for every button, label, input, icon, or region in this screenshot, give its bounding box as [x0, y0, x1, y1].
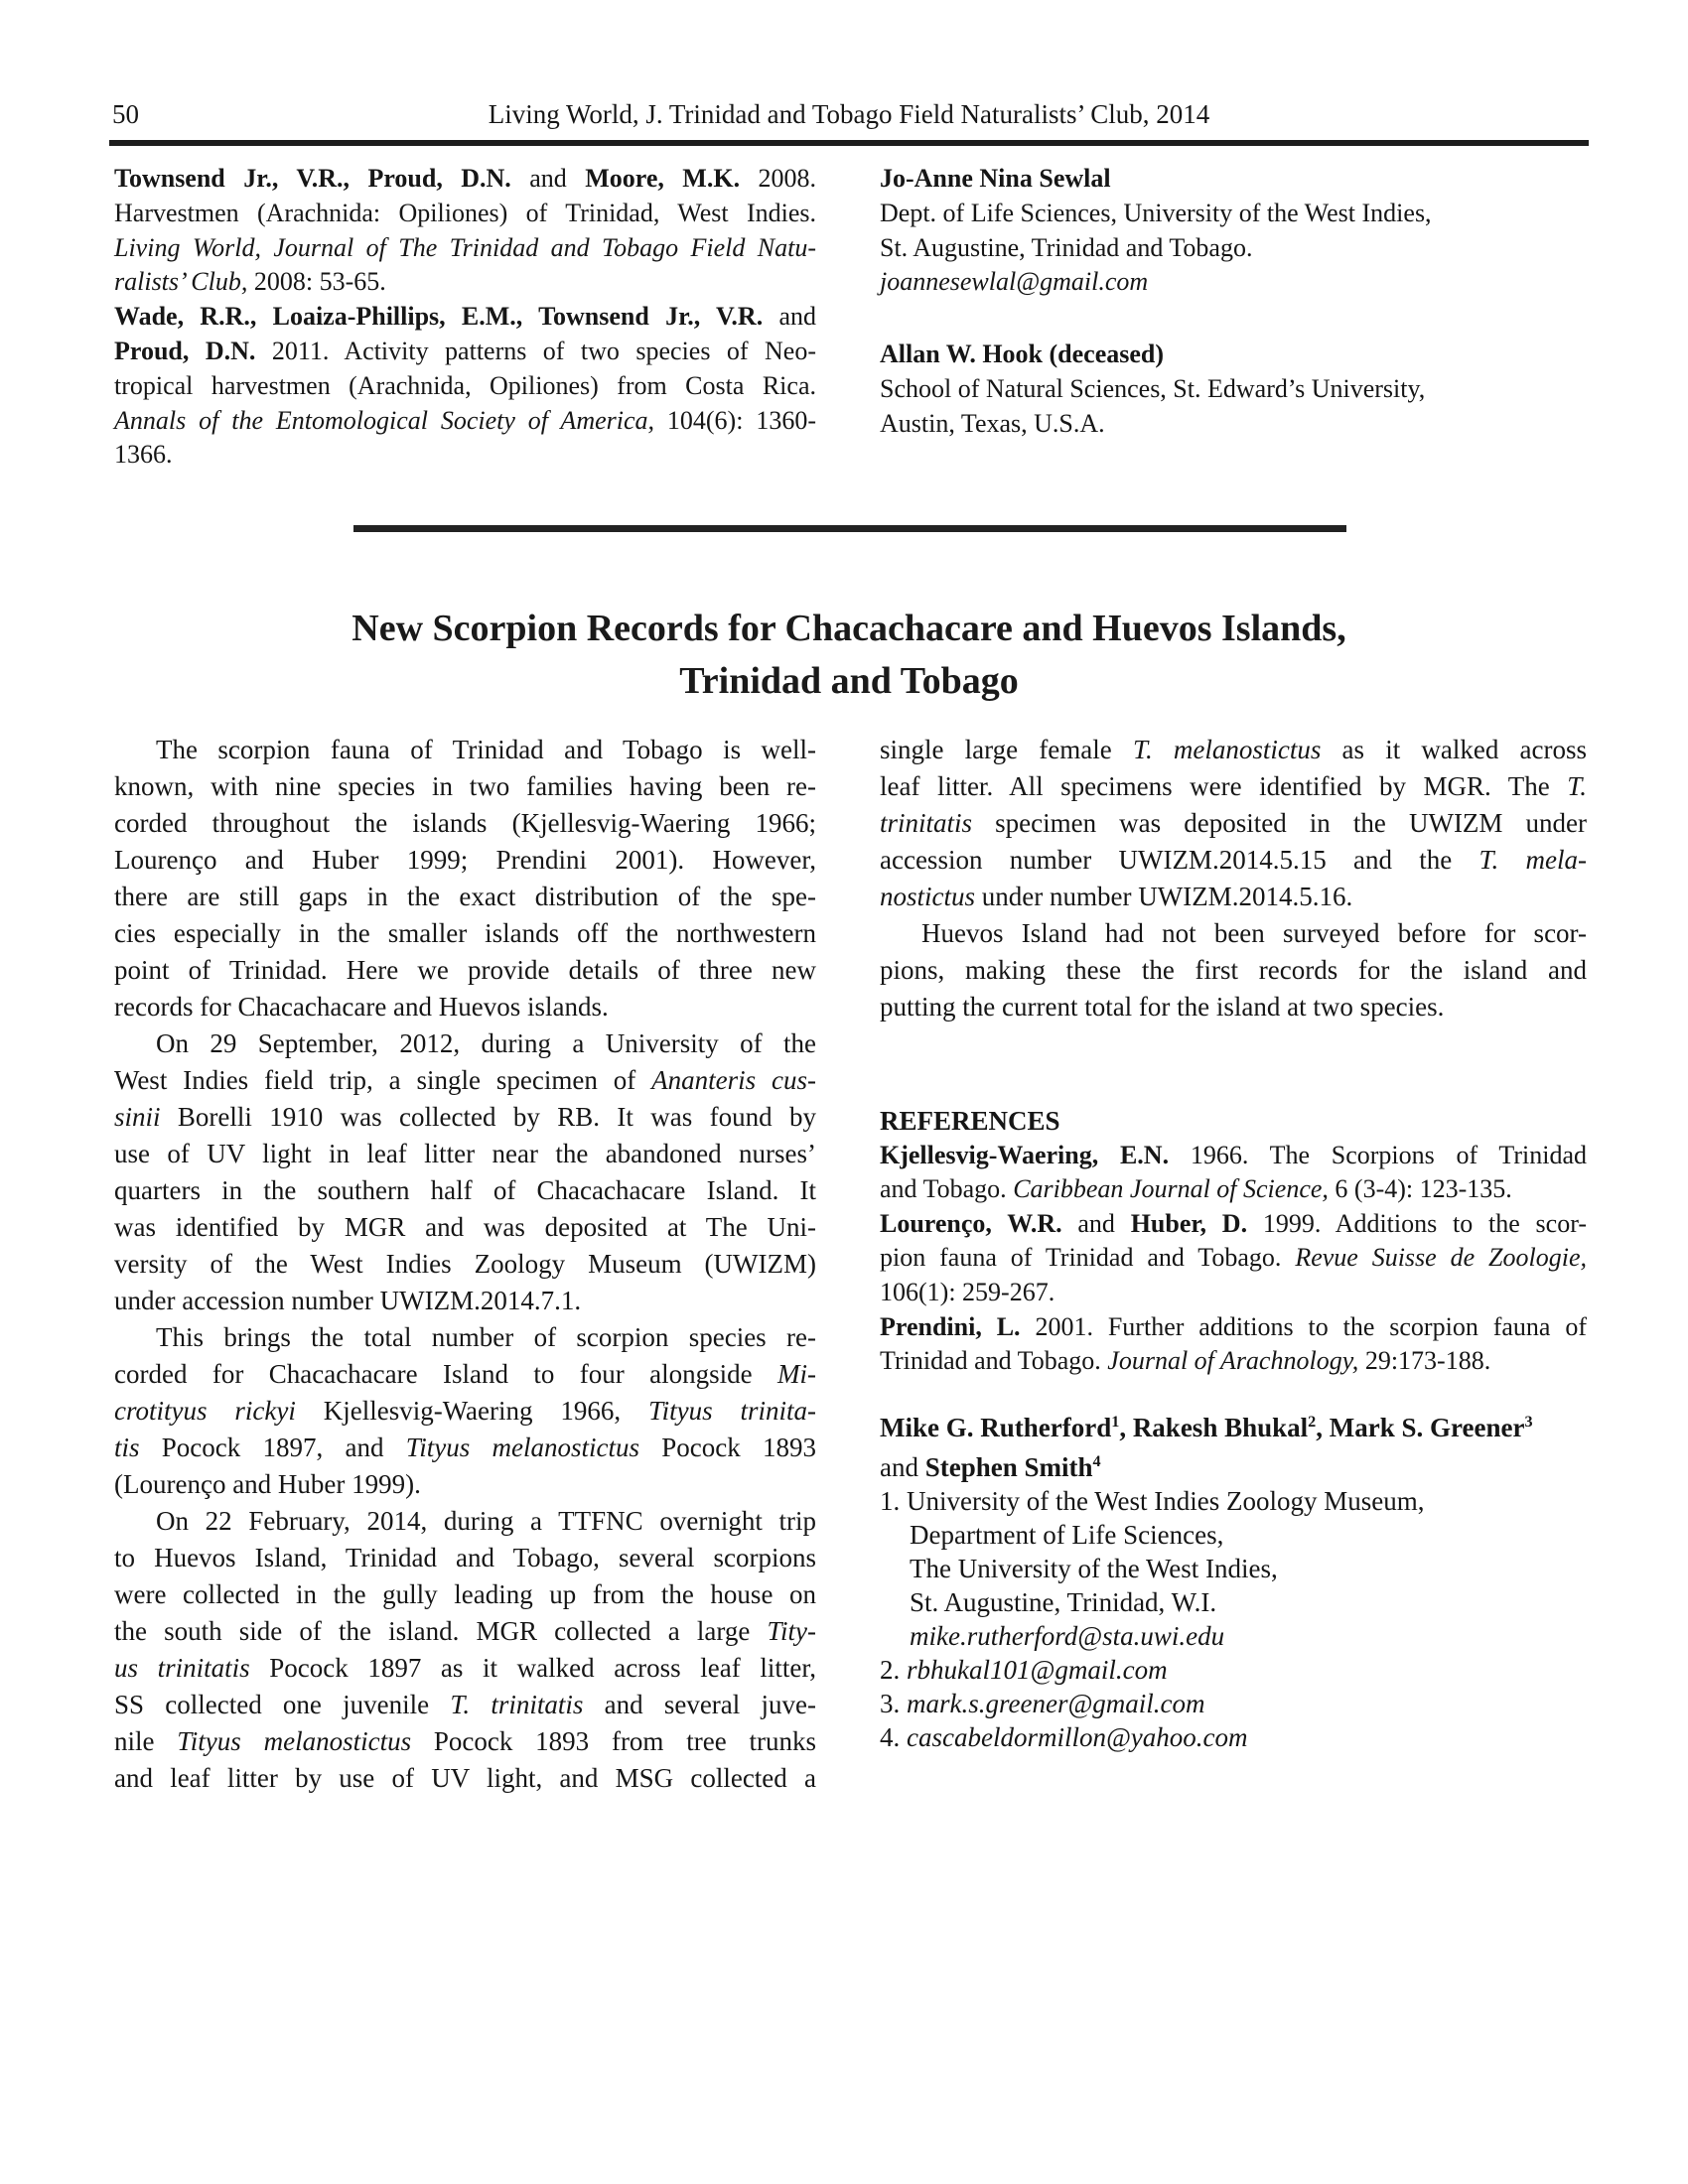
text-segment: Huber, D. [1130, 1208, 1248, 1238]
text-segment: Wade, R.R., Loaiza-Phillips, E.M., Townsend Jr., V.R. [114, 302, 764, 332]
text-segment: tis [114, 1433, 140, 1462]
text-line [880, 1405, 1587, 1444]
text-line [880, 1619, 1587, 1653]
text-segment: 4. [880, 1721, 907, 1752]
text-segment: (Lourenço and Huber 1999). [114, 1469, 421, 1499]
text-line [114, 1025, 816, 1062]
text-line [880, 1241, 1587, 1276]
text-line [114, 842, 816, 879]
text-segment: mike.rutherford@sta.uwi.edu [910, 1620, 1225, 1651]
text-segment: School of Natural Sciences, St. Edward’s University, [880, 373, 1426, 403]
text-segment: Mi- [777, 1359, 816, 1389]
text-segment: were collected in the gully leading up from the house on [114, 1579, 816, 1609]
text-segment: Stephen Smith [924, 1451, 1093, 1482]
text-line [114, 1650, 816, 1687]
text-line [880, 197, 1587, 231]
text-segment: Department of Life Sciences, [910, 1519, 1224, 1550]
text-segment: Moore, M.K. [585, 164, 741, 193]
text-line [880, 1276, 1587, 1310]
text-line [880, 915, 1587, 952]
text-line [114, 1723, 816, 1760]
text-line [114, 989, 816, 1025]
author-superscript: 3 [1524, 1412, 1533, 1431]
text-line [880, 300, 1587, 338]
text-segment: , Rakesh Bhukal [1119, 1412, 1309, 1442]
text-segment: On 29 September, 2012, during a University of the [156, 1028, 816, 1058]
text-segment: records for Chacachacare and Huevos islands. [114, 992, 609, 1022]
header-rule [109, 140, 1589, 146]
text-segment: tropical harvestmen (Arachnida, Opiliones) from Costa Rica. [114, 370, 816, 400]
text-segment: there are still gaps in the exact distribution of the spe- [114, 882, 816, 911]
text-segment: , Mark S. Greener [1316, 1412, 1525, 1442]
text-segment: Living World, Journal of The Trinidad and Tobago Field Natu- [114, 232, 816, 262]
text-line [880, 1653, 1587, 1687]
text-segment: versity of the West Indies Zoology Museum (UWIZM) [114, 1249, 816, 1279]
text-line [880, 1444, 1587, 1484]
text-line [114, 300, 816, 335]
text-line [114, 768, 816, 805]
text-segment: Prendini, L. [880, 1311, 1021, 1341]
text-segment: Ananteris cus- [651, 1065, 816, 1095]
article-right-paragraphs [880, 732, 1587, 1025]
text-segment: and several juve- [583, 1690, 816, 1719]
text-segment: was identified by MGR and was deposited at The Uni- [114, 1212, 816, 1242]
text-segment: Tityus melanostictus [177, 1726, 412, 1756]
text-segment: T. mela- [1478, 845, 1587, 875]
author-superscript: 1 [1111, 1412, 1120, 1431]
text-segment: us trinitatis [114, 1653, 250, 1683]
text-segment: under number UWIZM.2014.5.16. [975, 882, 1353, 911]
text-line [114, 1209, 816, 1246]
text-line [114, 1430, 816, 1466]
text-segment: 2. [880, 1654, 907, 1685]
text-segment: Tityus trinita- [648, 1396, 816, 1426]
text-line [880, 1172, 1587, 1207]
text-line [880, 162, 1587, 197]
text-line [114, 732, 816, 768]
author-superscript: 4 [1092, 1451, 1101, 1470]
text-line [114, 805, 816, 842]
text-segment: Lourenço and Huber 1999; Prendini 2001). However, [114, 845, 816, 875]
text-segment: cies especially in the smaller islands off the northwestern [114, 918, 816, 948]
text-segment: and leaf litter by use of UV light, and MSG collected a [114, 1763, 816, 1793]
text-segment: Lourenço, W.R. [880, 1208, 1062, 1238]
text-segment: St. Augustine, Trinidad and Tobago. [880, 232, 1253, 262]
text-line [880, 1518, 1587, 1552]
text-segment: Huevos Island had not been surveyed before for scor- [921, 918, 1587, 948]
text-segment: Revue Suisse de Zoologie, [1295, 1243, 1587, 1273]
text-line [880, 952, 1587, 989]
text-segment: sinii [114, 1102, 161, 1132]
text-segment: 2008. [740, 164, 816, 193]
text-segment: use of UV light in leaf litter near the abandoned nurses’ [114, 1139, 816, 1168]
text-line [880, 842, 1587, 879]
text-segment: 6 (3-4): 123-135. [1328, 1174, 1512, 1204]
text-segment: joannesewlal@gmail.com [880, 267, 1149, 297]
text-segment: On 22 February, 2014, during a TTFNC overnight trip [156, 1506, 816, 1536]
text-segment: known, with nine species in two families having been re- [114, 771, 816, 801]
text-segment: This brings the total number of scorpion species re- [156, 1322, 816, 1352]
text-line [114, 1576, 816, 1613]
text-segment: pions, making these the first records for the island and [880, 955, 1587, 985]
text-line [114, 1613, 816, 1650]
text-line [114, 1136, 816, 1172]
text-line [114, 1393, 816, 1430]
text-segment: as it walked across [1321, 735, 1588, 764]
text-line [880, 732, 1587, 768]
text-segment: Pocock 1897 as it walked across leaf litter, [249, 1653, 817, 1683]
text-line [114, 1503, 816, 1540]
text-line [114, 404, 816, 439]
text-segment: and [763, 302, 816, 332]
text-segment: mark.s.greener@gmail.com [907, 1688, 1205, 1718]
text-line [880, 1207, 1587, 1242]
text-line [880, 1720, 1587, 1754]
text-segment: trinitatis [880, 808, 973, 838]
text-line [114, 162, 816, 197]
text-segment: Allan W. Hook (deceased) [880, 340, 1165, 369]
text-line [880, 1687, 1587, 1720]
text-line [114, 335, 816, 369]
text-segment: and [510, 164, 586, 193]
text-segment: Tityus melanostictus [405, 1433, 640, 1462]
text-segment: The scorpion fauna of Trinidad and Tobago is well- [156, 735, 816, 764]
text-line [880, 768, 1587, 805]
text-segment: leaf litter. All specimens were identified by MGR. The [880, 771, 1568, 801]
text-segment: nile [114, 1726, 178, 1756]
text-line [880, 1484, 1587, 1518]
text-line [114, 197, 816, 231]
text-line [114, 231, 816, 266]
text-segment: 1366. [114, 440, 173, 470]
text-line [114, 1319, 816, 1356]
running-head: Living World, J. Trinidad and Tobago Field Naturalists’ Club, 2014 [488, 99, 1210, 129]
text-segment: pion fauna of Trinidad and Tobago. [880, 1243, 1296, 1273]
text-line [880, 879, 1587, 915]
text-segment: single large female [880, 735, 1133, 764]
text-segment: corded for Chacachacare Island to four alongside [114, 1359, 778, 1389]
text-line [880, 805, 1587, 842]
text-line [114, 1760, 816, 1797]
references-section [880, 1104, 1587, 1379]
section-divider [353, 525, 1346, 532]
text-segment: and Tobago. [880, 1174, 1014, 1204]
text-segment: to Huevos Island, Trinidad and Tobago, several scorpions [114, 1543, 816, 1572]
text-segment: 1. University of the West Indies Zoology Museum, [880, 1485, 1425, 1516]
article-left-column [114, 732, 816, 1797]
text-segment: Austin, Texas, U.S.A. [880, 408, 1105, 438]
text-line [114, 1356, 816, 1393]
text-segment: Pocock 1897, and [139, 1433, 406, 1462]
authors-section [880, 1405, 1587, 1754]
text-segment: St. Augustine, Trinidad, W.I. [910, 1586, 1217, 1617]
text-line [114, 438, 816, 473]
text-line [114, 879, 816, 915]
text-line [880, 1585, 1587, 1619]
text-segment: T. melanostictus [1132, 735, 1322, 764]
text-segment: Mike G. Rutherford [880, 1412, 1112, 1442]
text-segment: and [880, 1451, 925, 1482]
text-segment: Townsend Jr., V.R., Proud, D.N. [114, 164, 511, 193]
text-segment: Harvestmen (Arachnida: Opiliones) of Trinidad, West Indies. [114, 198, 816, 227]
page-header [109, 99, 1589, 139]
text-line [880, 1344, 1587, 1379]
author-superscript: 2 [1308, 1412, 1317, 1431]
text-line [114, 1172, 816, 1209]
references-list [880, 1139, 1587, 1379]
text-segment: 104(6): 1360- [654, 405, 816, 435]
text-line [880, 231, 1587, 266]
text-segment: 106(1): 259-267. [880, 1277, 1055, 1306]
text-segment: Jo-Anne Nina Sewlal [880, 164, 1111, 193]
text-segment: rbhukal101@gmail.com [907, 1654, 1168, 1685]
text-segment: ralists’ Club, [114, 267, 248, 297]
text-line [114, 1466, 816, 1503]
text-line [880, 989, 1587, 1025]
text-line [114, 1246, 816, 1283]
references-heading: REFERENCES [880, 1106, 1060, 1136]
text-segment: Pocock 1893 [639, 1433, 817, 1462]
text-segment: corded throughout the islands (Kjellesvig-Waering 1966; [114, 808, 816, 838]
text-line [880, 372, 1587, 407]
text-segment: Trinidad and Tobago. [880, 1346, 1108, 1376]
text-segment: Borelli 1910 was collected by RB. It was found by [160, 1102, 816, 1132]
text-segment: Kjellesvig-Waering, E.N. [880, 1140, 1170, 1169]
article-right-column [880, 732, 1587, 1754]
text-segment: the south side of the island. MGR collected a large [114, 1616, 768, 1646]
text-segment: and [1061, 1208, 1131, 1238]
text-segment: T. [1567, 771, 1587, 801]
text-line [880, 1310, 1587, 1345]
text-line [114, 1540, 816, 1576]
text-segment: quarters in the southern half of Chacachacare Island. It [114, 1175, 816, 1205]
article-title [109, 603, 1589, 708]
text-segment: 3. [880, 1688, 907, 1718]
text-line [880, 1139, 1587, 1173]
text-line [114, 369, 816, 404]
text-segment: Pocock 1893 from tree trunks [411, 1726, 816, 1756]
text-segment: West Indies field trip, a single specimen of [114, 1065, 652, 1095]
text-segment: 2011. Activity patterns of two species of Neo- [255, 336, 816, 365]
text-segment: 1999. Additions to the scor- [1247, 1208, 1587, 1238]
text-segment: nostictus [880, 882, 976, 911]
text-segment: Proud, D.N. [114, 336, 256, 365]
text-segment: accession number UWIZM.2014.5.15 and the [880, 845, 1479, 875]
text-line [880, 338, 1587, 372]
article-title-line1: New Scorpion Records for Chacachacare and Huevos Islands, [352, 608, 1346, 649]
text-line [114, 1062, 816, 1099]
text-segment: specimen was deposited in the UWIZM under [972, 808, 1587, 838]
text-line [114, 915, 816, 952]
previous-article-authors [880, 162, 1587, 442]
text-line [114, 1687, 816, 1723]
text-segment: 2001. Further additions to the scorpion fauna of [1020, 1311, 1587, 1341]
text-segment: Tity- [767, 1616, 816, 1646]
text-segment: T. trinitatis [450, 1690, 584, 1719]
text-segment: Dept. of Life Sciences, University of the West Indies, [880, 198, 1432, 227]
text-line [880, 1552, 1587, 1585]
text-line [114, 1283, 816, 1319]
text-line [880, 407, 1587, 442]
text-segment: Caribbean Journal of Science, [1013, 1174, 1329, 1204]
text-segment: 2008: 53-65. [247, 267, 386, 297]
text-segment: 29:173-188. [1358, 1346, 1491, 1376]
text-segment: cascabeldormillon@yahoo.com [907, 1721, 1248, 1752]
text-segment: point of Trinidad. Here we provide details of three new [114, 955, 816, 985]
text-segment: The University of the West Indies, [910, 1553, 1278, 1583]
text-segment: crotityus rickyi [114, 1396, 296, 1426]
text-line [880, 265, 1587, 300]
text-segment: Journal of Arachnology, [1107, 1346, 1359, 1376]
text-segment: 1966. The Scorpions of Trinidad [1169, 1140, 1587, 1169]
text-line [114, 952, 816, 989]
text-line [114, 265, 816, 300]
text-segment: SS collected one juvenile [114, 1690, 451, 1719]
text-segment: Annals of the Entomological Society of America, [114, 405, 655, 435]
text-line [114, 1099, 816, 1136]
previous-article-references [114, 162, 816, 473]
page-number: 50 [112, 99, 139, 129]
text-segment: putting the current total for the island at two species. [880, 992, 1445, 1022]
article-title-line2: Trinidad and Tobago [679, 660, 1019, 702]
text-segment: Kjellesvig-Waering 1966, [295, 1396, 649, 1426]
text-segment: under accession number UWIZM.2014.7.1. [114, 1286, 582, 1315]
